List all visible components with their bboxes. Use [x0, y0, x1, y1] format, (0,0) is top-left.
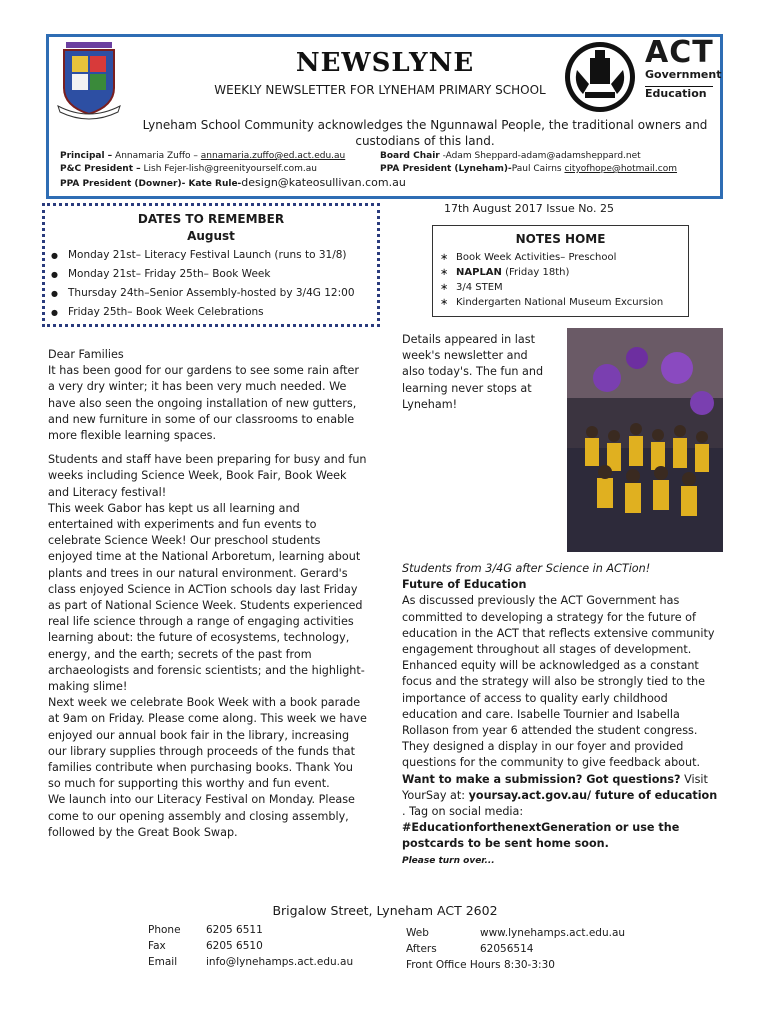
act-government-seal-icon: [563, 40, 637, 114]
date-item: ● Thursday 24th–Senior Assembly-hosted by 3/4G 12:00: [48, 284, 355, 303]
dates-title: DATES TO REMEMBER: [137, 212, 285, 226]
letter-paragraph: Students and staff have been preparing for busy and fun weeks including Science Week, Book Fair, Book Week and Literacy festival! This week Gabor has kept us all learning and entertained with experiments and fun events to celebrate Science Week! Our preschool students enjoyed time at the National Arboretum, learning about plants and trees in our natural environment. Gerard's class enjoyed Science in ACTion schools day last Friday as part of National Science Week. Students experienced real life science through a range of engaging activities learning about: the future of ecosystems, technology, energy, and the earth; secrets of the past from archaeologists and forensic scientists; and the highlight-making slime! Next week we celebrate Book Week with a book parade at 9am on Friday. Please come along. This week we have enjoyed our annual book fair in the library, increasing our library supplies through proceeds of the funds that families contribute when purchasing books. Thank You so much for supporting this worthy and fun event. We launch into our Literacy Festival on Monday. Please come to our opening assembly and closing assembly, followed by the Great Book Swap.: [48, 453, 367, 839]
future-of-education-article: [402, 561, 722, 869]
fax-number: 6205 6510: [206, 940, 263, 952]
note-item: ∗ 3/4 STEM: [438, 280, 663, 295]
note-item: ∗ NAPLAN (Friday 18th): [438, 265, 663, 280]
notes-home-title: NOTES HOME: [515, 232, 606, 246]
yoursay-link: yoursay.act.gov.au/ future of education: [468, 788, 718, 802]
acknowledgement-of-country: Lyneham School Community acknowledges the Ngunnawal People, the traditional owners and custodians of this land.: [142, 118, 708, 148]
ppa-lyneham-email-link[interactable]: cityofhope@hotmail.com: [564, 164, 678, 174]
article-heading: Future of Education: [402, 578, 527, 592]
footer-values-left: [206, 922, 353, 970]
newsletter-title: NEWSLYNE: [295, 48, 475, 78]
notes-home-list: [438, 250, 663, 310]
education-logo-text: Education: [645, 87, 707, 100]
dates-list: [48, 246, 355, 322]
newsletter-subtitle: WEEKLY NEWSLETTER FOR LYNEHAM PRIMARY SCHOOL: [214, 83, 546, 97]
footer-labels-right: Web Afters: [406, 927, 437, 955]
dates-heading: [42, 211, 380, 245]
email-address[interactable]: info@lynehamps.act.edu.au: [206, 956, 354, 968]
office-hours: Front Office Hours 8:30-3:30: [406, 959, 555, 971]
act-government-logo: [645, 35, 722, 100]
class-photo-image: [567, 328, 723, 552]
letter-paragraph: Dear Families It has been good for our gardens to see some rain after a very dry winter; it has been very much needed. We have also seen the ongoing installation of new gutters, and new furniture in some of our classrooms to enable more flexible learning spaces.: [48, 348, 360, 443]
pc-president-contact: P&C President – Lish Fejer-lish@greenityourself.com.au: [60, 164, 317, 174]
act-logo-text: ACT: [645, 35, 714, 70]
turn-over-note: Please turn over...: [402, 855, 495, 866]
date-item: ● Monday 21st– Literacy Festival Launch (runs to 31/8): [48, 246, 355, 265]
principal-email-link[interactable]: annamaria.zuffo@ed.act.edu.au: [200, 151, 346, 161]
website-link[interactable]: www.lynehamps.act.edu.au: [480, 927, 626, 939]
dates-month: August: [187, 229, 235, 243]
principal-contact: Principal – Annamaria Zuffo – annamaria.zuffo@ed.act.edu.au: [60, 151, 346, 161]
note-item: ∗ Book Week Activities– Preschool: [438, 250, 663, 265]
photo-caption: Students from 3/4G after Science in ACTion!: [402, 562, 651, 575]
date-item: ● Monday 21st– Friday 25th– Book Week: [48, 265, 355, 284]
school-crest-logo: [56, 40, 122, 120]
school-address: Brigalow Street, Lyneham ACT 2602: [272, 903, 498, 918]
ppa-downer-contact: PPA President (Downer)- Kate Rule-design@kateosullivan.com.au: [60, 176, 406, 189]
logo-divider: [645, 86, 713, 87]
details-note: Details appeared in last week's newsletter and also today's. The fun and learning never stops at Lyneham!: [402, 333, 544, 411]
article-body: As discussed previously the ACT Government has committed to developing a strategy for the future of education in the ACT that reflects extensive community engagement throughout all stages of development. Enhanced equity will be acknowledged as a constant focus and the strategy will also be strongly tied to the importance of access to quality early childhood education and care. Isabelle Tournier and Isabella Rollason from year 6 attended the student congress. They designed a display in our foyer and provided questions for the community to give feedback about. Want to make a submission? Got questions? Visit YourSay at: yoursay.act.gov.au/ future of education . Tag on social media: #EducationforthenextGeneration or use the postcards to be sent home soon.: [402, 594, 718, 851]
ppa-lyneham-contact: PPA President (Lyneham)-Paul Cairns cityofhope@hotmail.com: [380, 164, 678, 174]
afters-number: 62056514: [480, 943, 534, 955]
date-item: ● Friday 25th– Book Week Celebrations: [48, 303, 355, 322]
note-item: ∗ Kindergarten National Museum Excursion: [438, 295, 663, 310]
phone-number: 6205 6511: [206, 924, 263, 936]
footer-values-right: [480, 925, 625, 957]
principal-letter: [48, 347, 368, 849]
issue-info: 17th August 2017 Issue No. 25: [444, 202, 614, 215]
government-logo-text: Government: [645, 68, 722, 81]
board-chair-contact: Board Chair -Adam Sheppard-adam@adamsheppard.net: [380, 151, 641, 161]
footer-labels-left: Phone Fax Email: [148, 924, 181, 968]
